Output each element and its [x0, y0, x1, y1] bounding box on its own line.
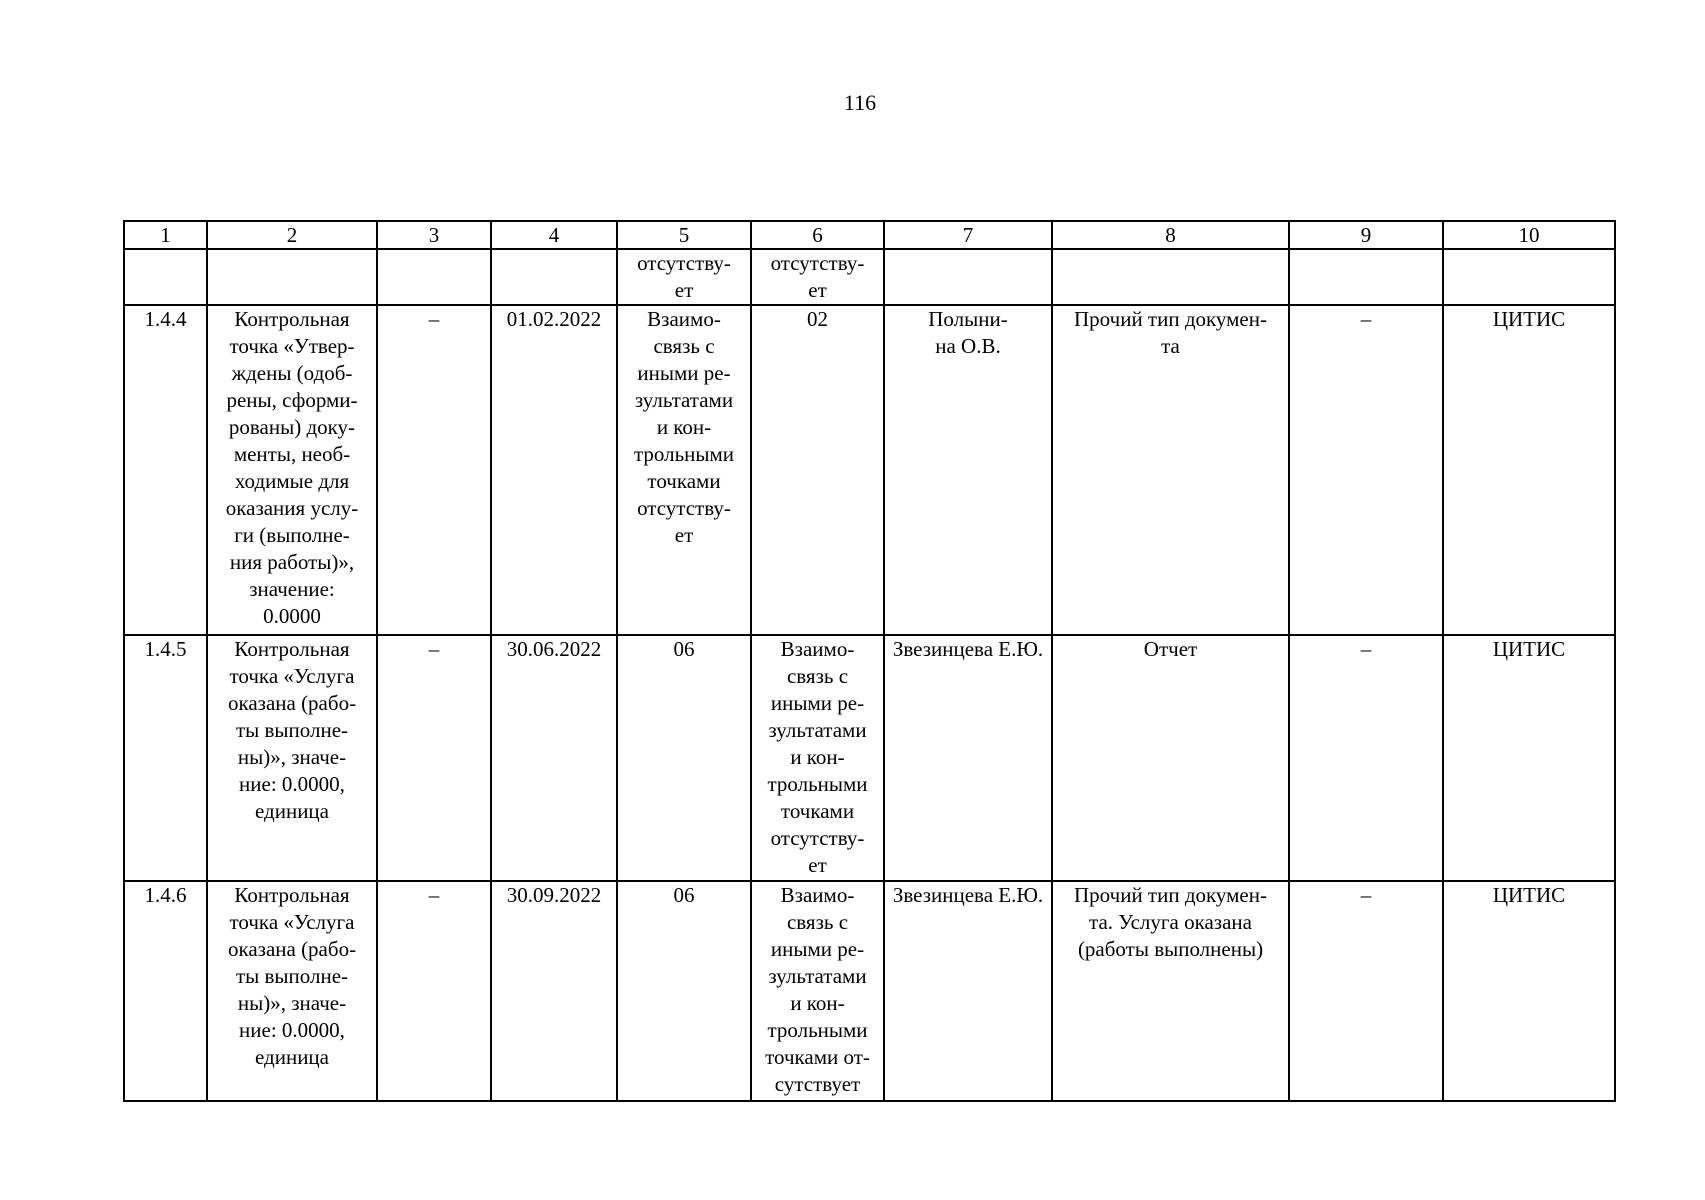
table-cell: Прочий тип докумен- та: [1052, 305, 1289, 635]
table-cell: –: [1289, 635, 1443, 881]
table-cell: 1.4.6: [124, 881, 207, 1101]
table-cell: Взаимо- связь с иными ре- зультатами и кон- трольными точками от- сутствует: [751, 881, 884, 1101]
column-header: 6: [751, 221, 884, 249]
column-header: 5: [617, 221, 751, 249]
table-cell: Отчет: [1052, 635, 1289, 881]
column-header: 1: [124, 221, 207, 249]
table-row: [124, 881, 1615, 1101]
table-cell: 02: [751, 305, 884, 635]
table-cell: –: [377, 305, 491, 635]
table-cell: Звезинцева Е.Ю.: [884, 881, 1052, 1101]
table-cell: –: [377, 635, 491, 881]
table-cell: [1289, 249, 1443, 305]
table-cell: –: [1289, 881, 1443, 1101]
column-header: 4: [491, 221, 617, 249]
table-header-row: [124, 221, 1615, 249]
table-cell: 30.06.2022: [491, 635, 617, 881]
column-header: 3: [377, 221, 491, 249]
table-cell: 1.4.4: [124, 305, 207, 635]
table-cell: –: [377, 881, 491, 1101]
table-cell: [207, 249, 377, 305]
column-header: 7: [884, 221, 1052, 249]
table-cell: Взаимо- связь с иными ре- зультатами и кон- трольными точками отсутству- ет: [751, 635, 884, 881]
table-cell: 06: [617, 635, 751, 881]
table-cell: Контрольная точка «Услуга оказана (рабо- ты выполне- ны)», значе- ние: 0.0000, единица: [207, 635, 377, 881]
column-header: 10: [1443, 221, 1615, 249]
table-cell: [377, 249, 491, 305]
column-header: 9: [1289, 221, 1443, 249]
table-cell: ЦИТИС: [1443, 635, 1615, 881]
table-cell: 1.4.5: [124, 635, 207, 881]
table-cell: отсутству- ет: [751, 249, 884, 305]
table-cell: [1443, 249, 1615, 305]
table-cell: [884, 249, 1052, 305]
table-row: [124, 249, 1615, 305]
table-cell: отсутству- ет: [617, 249, 751, 305]
table-cell: [1052, 249, 1289, 305]
table-cell: 06: [617, 881, 751, 1101]
table-cell: ЦИТИС: [1443, 881, 1615, 1101]
table-cell: 30.09.2022: [491, 881, 617, 1101]
table-cell: Звезинцева Е.Ю.: [884, 635, 1052, 881]
column-header: 2: [207, 221, 377, 249]
table-cell: 01.02.2022: [491, 305, 617, 635]
table-row: [124, 305, 1615, 635]
table-cell: Прочий тип докумен- та. Услуга оказана (работы выполнены): [1052, 881, 1289, 1101]
page-number: 116: [843, 90, 877, 115]
column-header: 8: [1052, 221, 1289, 249]
table-cell: ЦИТИС: [1443, 305, 1615, 635]
table-cell: Контрольная точка «Утвер- ждены (одоб- рены, сформи- рованы) доку- менты, необ- ходимые для оказания услу- ги (выполне- ния работы)», значение: 0.0000: [207, 305, 377, 635]
schedule-table: [123, 220, 1616, 1102]
table-cell: –: [1289, 305, 1443, 635]
table-cell: Контрольная точка «Услуга оказана (рабо- ты выполне- ны)», значе- ние: 0.0000, единица: [207, 881, 377, 1101]
table-cell: [124, 249, 207, 305]
table-cell: Взаимо- связь с иными ре- зультатами и кон- трольными точками отсутству- ет: [617, 305, 751, 635]
table-cell: [491, 249, 617, 305]
table-cell: Полыни- на О.В.: [884, 305, 1052, 635]
table-row: [124, 635, 1615, 881]
